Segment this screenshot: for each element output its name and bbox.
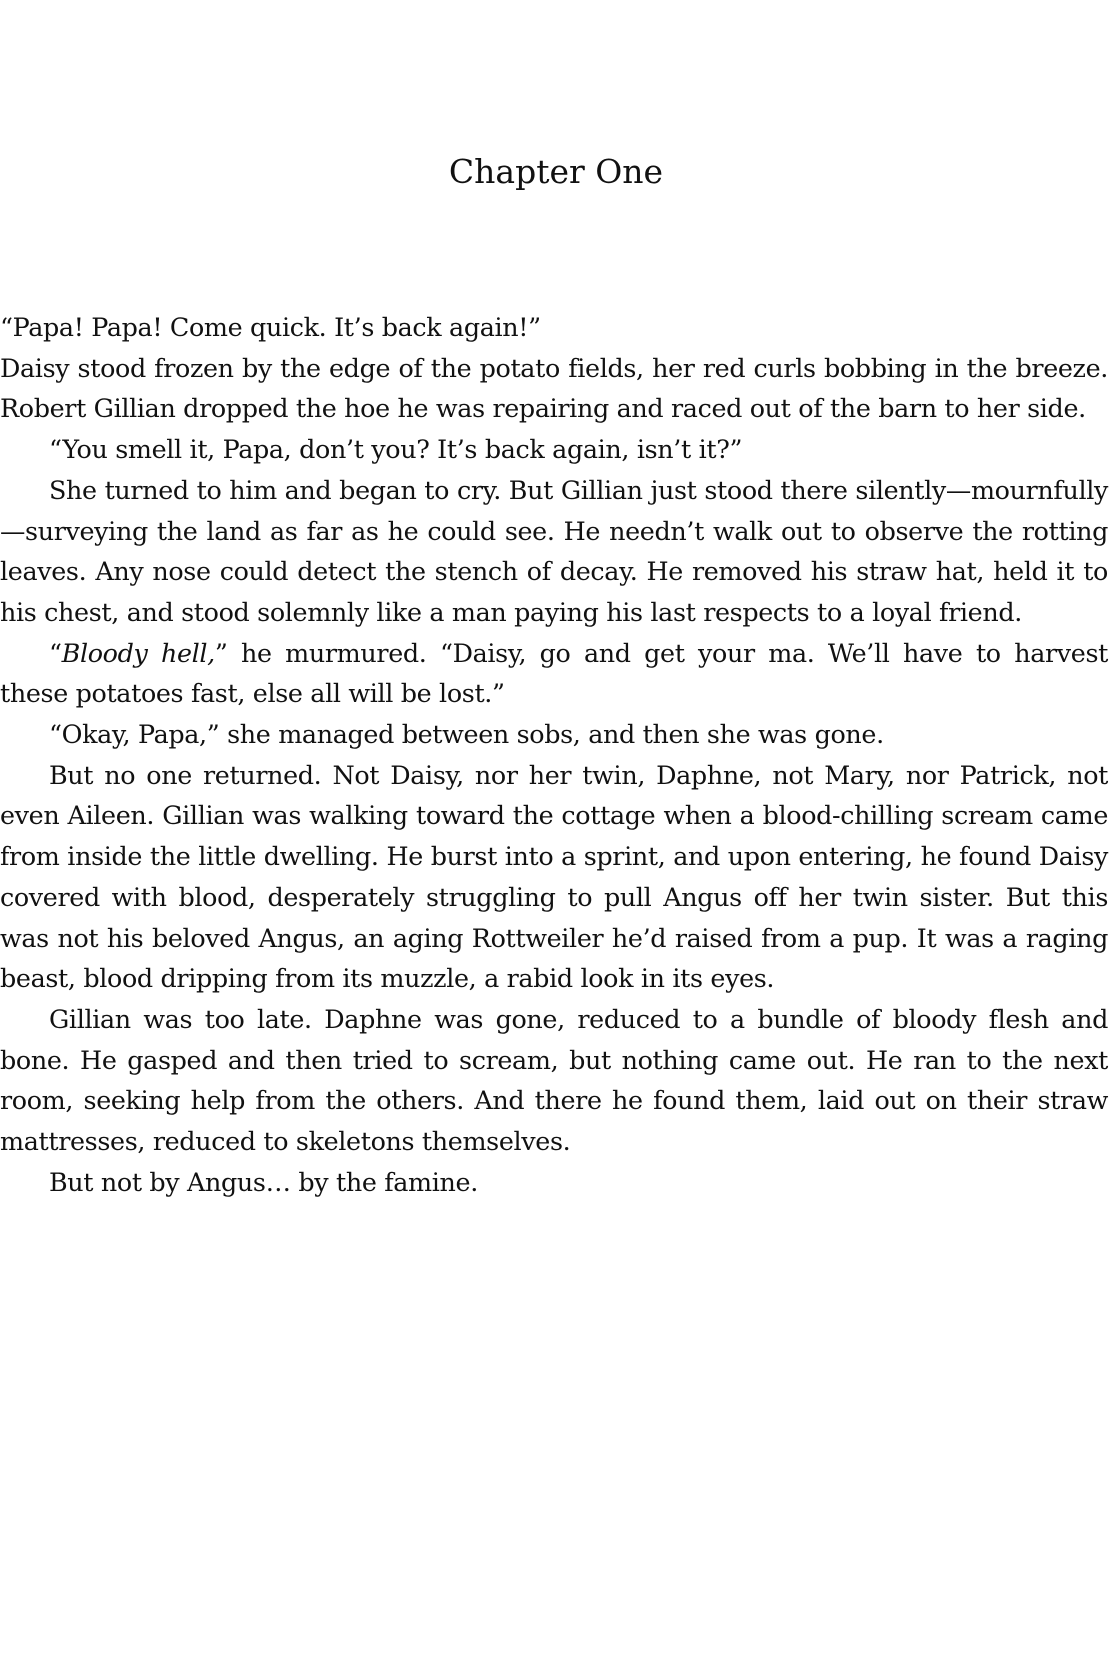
paragraph	[0, 633, 1108, 714]
paragraph: But no one returned. Not Daisy, nor her twin, Daphne, not Mary, nor Patrick, not even Aileen. Gillian was walking toward the cottage when a blood-chilling scream came from inside the little dwelling. He burst into a sprint, and upon entering, he found Daisy covered with blood, desperately struggling to pull Angus off her twin sister. But this was not his beloved Angus, an aging Rottweiler he’d raised from a pup. It was a raging beast, blood dripping from its muzzle, a rabid look in its eyes.	[0, 759, 1108, 994]
paragraph: “Okay, Papa,” she managed between sobs, and then she was gone.	[49, 719, 884, 750]
chapter-body	[0, 307, 1108, 1202]
paragraph: Gillian was too late. Daphne was gone, reduced to a bundle of bloody flesh and bone. He gasped and then tried to scream, but nothing came out. He ran to the next room, seeking help from the others. And there he found them, laid out on their straw mattresses, reduced to skeletons themselves.	[0, 1003, 1108, 1157]
chapter-title: Chapter One	[448, 152, 664, 191]
quote-rest: ” he murmured. “Daisy, go and get your ma. We’ll have to harvest these potatoes fast, else all will be lost.”	[0, 637, 1108, 709]
paragraph: But not by Angus… by the famine.	[49, 1166, 478, 1197]
paragraph: “You smell it, Papa, don’t you? It’s back again, isn’t it?”	[49, 434, 743, 465]
paragraph: She turned to him and began to cry. But Gillian just stood there silently—mournfully—surveying the land as far as he could see. He needn’t walk out to observe the rotting leaves. Any nose could detect the stench of decay. He removed his straw hat, held it to his chest, and stood solemnly like a man paying his last respects to a loyal friend.	[0, 474, 1108, 627]
paragraph: “Papa! Papa! Come quick. It’s back again!”	[0, 312, 541, 342]
paragraph: Daisy stood frozen by the edge of the potato fields, her red curls bobbing in the breeze. Robert Gillian dropped the hoe he was repairing and raced out of the barn to her side.	[0, 352, 1108, 424]
quote-open: “	[49, 637, 62, 668]
italic-phrase: Bloody hell,	[61, 637, 215, 668]
